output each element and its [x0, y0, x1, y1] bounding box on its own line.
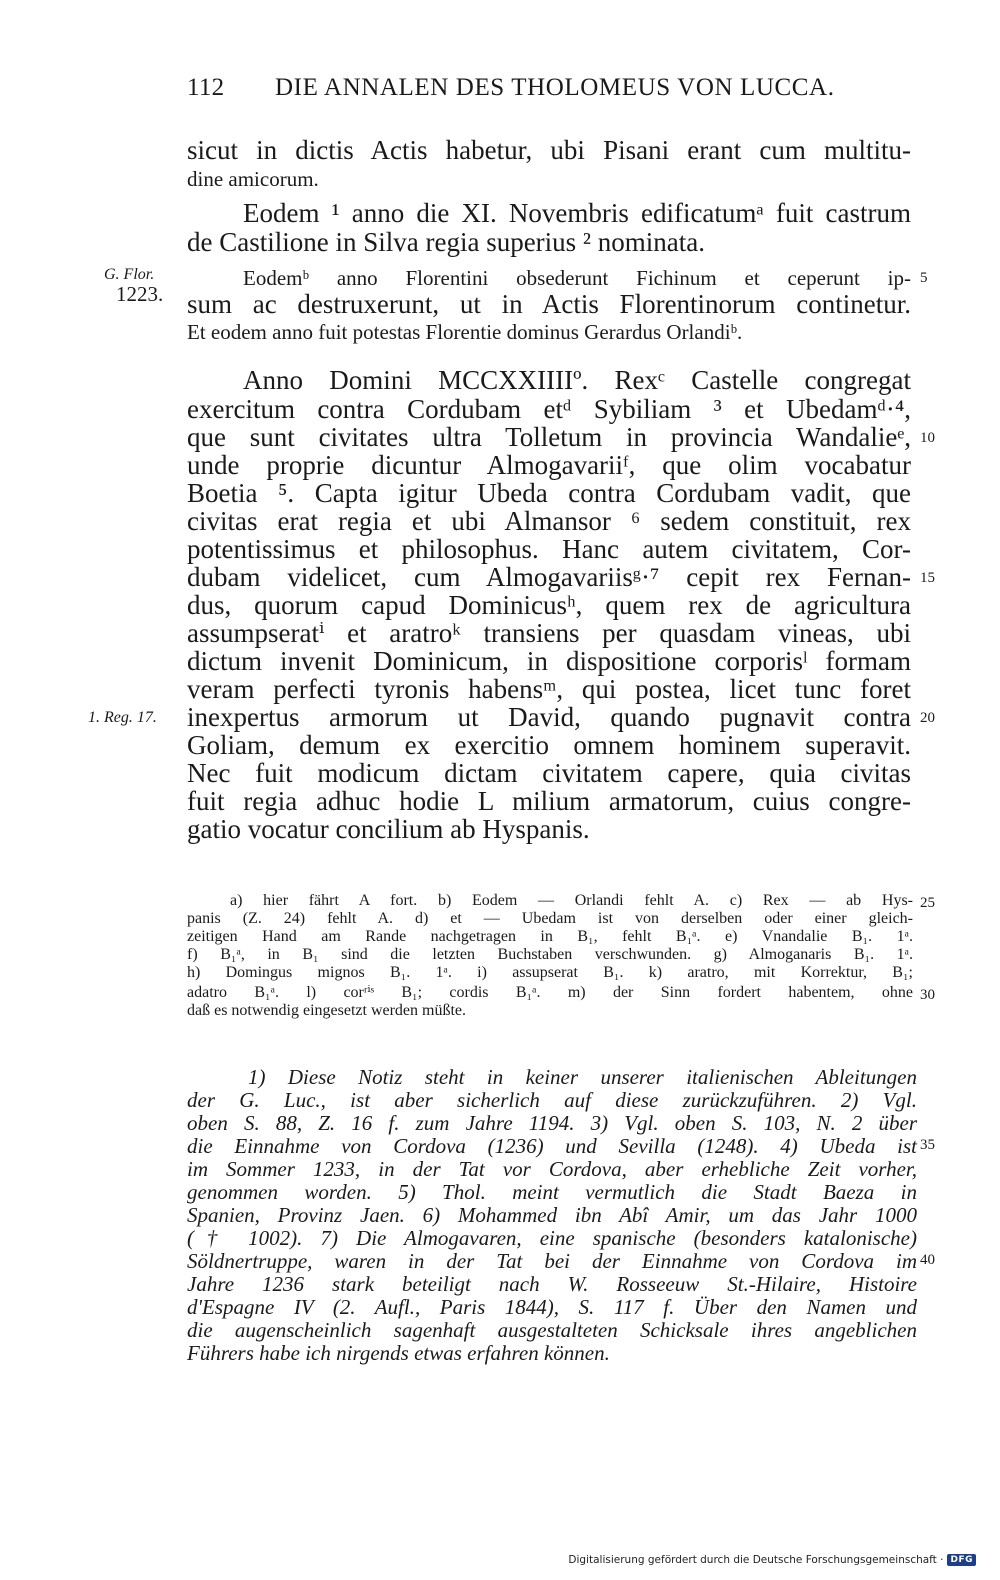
- credit-text: Digitalisierung gefördert durch die Deutsche Forschungsgemeinschaft ·: [568, 1554, 944, 1566]
- body-line: Anno Domini MCCXXIIIIº. Rexᶜ Castelle congregat: [243, 365, 911, 395]
- note-line: († 1002). 7) Die Almogavaren, eine spanische (besonders katalonische): [187, 1226, 917, 1250]
- line-number: 20: [920, 710, 935, 726]
- line-number: 15: [920, 570, 935, 586]
- variant-footnote-line: zeitigen Hand am Rande nachgetragen in B₁, fehlt B₁ᵃ. e) Vnandalie B₁. 1ᵃ.: [187, 928, 913, 945]
- body-line: veram perfecti tyronis habensᵐ, qui postea, licet tunc foret: [187, 674, 911, 704]
- line-number: 30: [920, 987, 935, 1003]
- note-line: oben S. 88, Z. 16 f. zum Jahre 1194. 3) Vgl. oben S. 103, N. 2 über: [187, 1111, 917, 1135]
- body-line: Et eodem anno fuit potestas Florentie dominus Gerardus Orlandiᵇ.: [187, 320, 743, 344]
- body-line: Eodemᵇ anno Florentini obsederunt Fichinum et ceperunt ip-: [243, 266, 911, 290]
- note-line: 1) Diese Notiz steht in keiner unserer italienischen Ableitungen: [248, 1065, 917, 1089]
- note-line: Söldnertruppe, waren in der Tat bei der Einnahme von Cordova im: [187, 1249, 917, 1273]
- note-line: genommen worden. 5) Thol. meint vermutlich die Stadt Baeza in: [187, 1180, 917, 1204]
- variant-footnote-line: daß es notwendig eingesetzt werden müßte.: [187, 1002, 467, 1019]
- body-line: gatio vocatur concilium ab Hyspanis.: [187, 814, 590, 844]
- body-line: exercitum contra Cordubam etᵈ Sybiliam ³ et Ubedamᵈ·⁴,: [187, 394, 911, 424]
- body-line: unde proprie dicuntur Almogavariiᶠ, que olim vocabatur: [187, 450, 911, 480]
- body-line: sum ac destruxerunt, ut in Actis Florentinorum continetur.: [187, 289, 911, 319]
- dfg-logo: DFG: [947, 1554, 976, 1566]
- note-line: die Einnahme von Cordova (1236) und Sevilla (1248). 4) Ubeda ist: [187, 1134, 917, 1158]
- margin-note-year: 1223.: [116, 282, 164, 306]
- body-line: de Castilione in Silva regia superius ² nominata.: [187, 227, 705, 257]
- body-line: inexpertus armorum ut David, quando pugnavit contra: [187, 702, 911, 732]
- running-title: DIE ANNALEN DES THOLOMEUS VON LUCCA.: [275, 74, 835, 101]
- body-line: dine amicorum.: [187, 167, 319, 191]
- note-line: die augenscheinlich sagenhaft ausgestalteten Schicksale ihres angeblichen: [187, 1318, 917, 1342]
- body-line: potentissimus et philosophus. Hanc autem civitatem, Cor-: [187, 534, 911, 564]
- body-line: dus, quorum capud Dominicusʰ, quem rex de agricultura: [187, 590, 911, 620]
- variant-footnote-line: panis (Z. 24) fehlt A. d) et — Ubedam ist von derselben oder einer gleich-: [187, 910, 913, 927]
- margin-note-reg: 1. Reg. 17.: [88, 709, 157, 726]
- body-line: Eodem ¹ anno die XI. Novembris edificatumᵃ fuit castrum: [243, 198, 911, 228]
- body-line: que sunt civitates ultra Tolletum in provincia Wandalieᵉ,: [187, 422, 911, 452]
- note-line: Spanien, Provinz Jaen. 6) Mohammed ibn Abî Amir, um das Jahr 1000: [187, 1203, 917, 1227]
- line-number: 10: [920, 430, 935, 446]
- page-number: 112: [187, 74, 225, 101]
- digitization-credit: [568, 1554, 976, 1566]
- variant-footnote-line: adatro B₁ᵃ. l) corʳⁱˢ B₁; cordis B₁ᵃ. m) der Sinn fordert habentem, ohne: [187, 984, 913, 1001]
- line-number: 35: [920, 1137, 935, 1153]
- body-line: Boetia ⁵. Capta igitur Ubeda contra Cordubam vadit, que: [187, 478, 911, 508]
- body-line: Nec fuit modicum dictam civitatem capere, quia civitas: [187, 758, 911, 788]
- note-line: der G. Luc., ist aber sicherlich auf diese zurückzuführen. 2) Vgl.: [187, 1088, 917, 1112]
- note-line: im Sommer 1233, in der Tat vor Cordova, aber erhebliche Zeit vorher,: [187, 1157, 917, 1181]
- line-number: 25: [920, 895, 935, 911]
- note-line: d'Espagne IV (2. Aufl., Paris 1844), S. 117 f. Über den Namen und: [187, 1295, 917, 1319]
- note-line: Jahre 1236 stark beteiligt nach W. Rosseeuw St.-Hilaire, Histoire: [187, 1272, 917, 1296]
- body-line: dubam videlicet, cum Almogavariisᵍ·⁷ cepit rex Fernan-: [187, 562, 911, 592]
- margin-note-g-flor: G. Flor.: [104, 266, 155, 283]
- body-line: Goliam, demum ex exercitio omnem hominem superavit.: [187, 730, 911, 760]
- body-line: fuit regia adhuc hodie L milium armatorum, cuius congre-: [187, 786, 911, 816]
- body-line: assumpseratⁱ et aratroᵏ transiens per quasdam vineas, ubi: [187, 618, 911, 648]
- variant-footnote-line: a) hier fährt A fort. b) Eodem — Orlandi fehlt A. c) Rex — ab Hys-: [230, 892, 913, 909]
- body-line: sicut in dictis Actis habetur, ubi Pisani erant cum multitu-: [187, 135, 911, 165]
- body-line: dictum invenit Dominicum, in dispositione corporisˡ formam: [187, 646, 911, 676]
- note-line: Führers habe ich nirgends etwas erfahren können.: [187, 1341, 610, 1365]
- line-number: 40: [920, 1252, 935, 1268]
- variant-footnote-line: f) B₁ᵃ, in B₁ sind die letzten Buchstaben verschwunden. g) Almoganaris B₁. 1ᵃ.: [187, 946, 913, 963]
- body-line: civitas erat regia et ubi Almansor ⁶ sedem constituit, rex: [187, 506, 911, 536]
- line-number: 5: [920, 270, 928, 286]
- variant-footnote-line: h) Domingus mignos B₁. 1ᵃ. i) assupserat B₁. k) aratro, mit Korrektur, B₁;: [187, 964, 913, 981]
